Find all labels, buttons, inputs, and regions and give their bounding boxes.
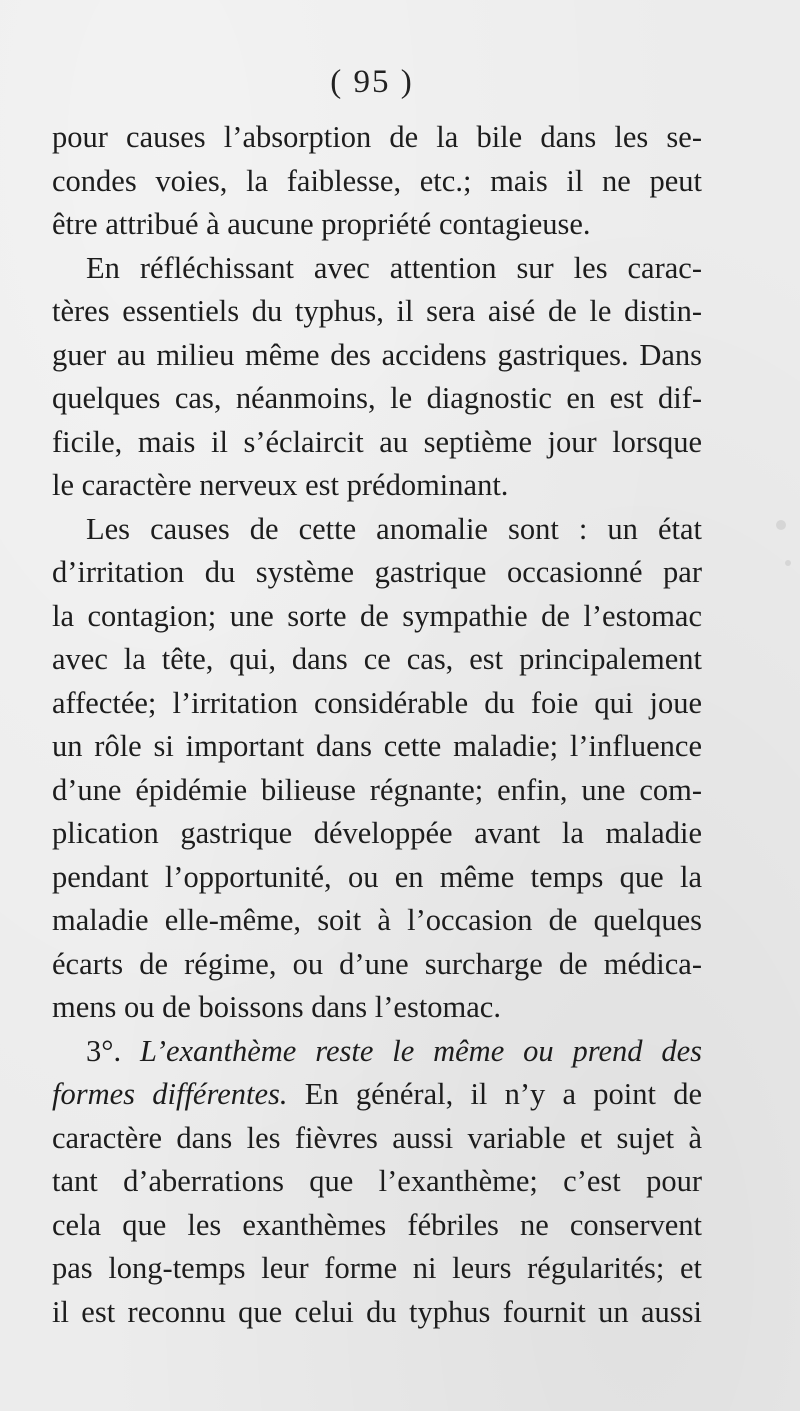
section-heading-line [52, 1030, 702, 1074]
text-line-3: être attribué à aucune propriété contagieuse. [52, 207, 591, 241]
text-line-6: guer au milieu même des accidens gastriques. Dans [52, 337, 702, 372]
text-line-4: En réfléchissant avec attention sur les carac- [86, 250, 702, 285]
page-number: ( 95 ) [330, 64, 414, 100]
section-line-3: cela que les exanthèmes fébriles ne conservent [52, 1207, 702, 1242]
section-text-start: En général, il n’y a point de [304, 1077, 702, 1111]
text-line-13: avec la tête, qui, dans ce cas, est principalement [52, 642, 702, 676]
body-text [52, 116, 702, 1334]
text-line-20: écarts de régime, ou d’une surcharge de médica- [52, 946, 702, 981]
text-line-14: affectée; l’irritation considérable du foie qui joue [52, 685, 702, 720]
text-line-11: d’irritation du système gastrique occasionné par [52, 555, 702, 589]
text-line-1: pour causes l’absorption de la bile dans les se- [52, 120, 702, 154]
paper-speck [776, 520, 786, 530]
section-title-part-1: L’exanthème reste le même ou prend des [139, 1033, 702, 1068]
section-line-5: il est reconnu que celui du typhus fournit un aussi [52, 1294, 702, 1329]
section-line-2: tant d’aberrations que l’exanthème; c’est pour [52, 1164, 702, 1198]
text-line-12: la contagion; une sorte de sympathie de l’estomac [52, 598, 702, 633]
text-line-7: quelques cas, néanmoins, le diagnostic en est dif- [52, 381, 702, 415]
text-line-9: le caractère nerveux est prédominant. [52, 468, 509, 502]
text-line-5: tères essentiels du typhus, il sera aisé de le distin- [52, 294, 702, 328]
text-line-2: condes voies, la faiblesse, etc.; mais il ne peut [52, 163, 702, 198]
section-title-part-2: formes différentes. [52, 1077, 288, 1111]
text-line-8: ficile, mais il s’éclaircit au septième jour lorsque [52, 424, 702, 459]
text-line-10: Les causes de cette anomalie sont : un état [86, 511, 702, 546]
paper-speck [785, 560, 791, 566]
section-title-line-2 [52, 1073, 702, 1117]
text-line-19: maladie elle-même, soit à l’occasion de quelques [52, 903, 702, 937]
section-number: 3°. [86, 1033, 122, 1068]
section-line-1: caractère dans les fièvres aussi variable et sujet à [52, 1120, 702, 1155]
text-line-17: plication gastrique développée avant la maladie [52, 816, 702, 850]
text-line-16: d’une épidémie bilieuse régnante; enfin, une com- [52, 772, 702, 807]
text-line-18: pendant l’opportunité, ou en même temps que la [52, 859, 702, 894]
text-line-15: un rôle si important dans cette maladie; l’influence [52, 729, 702, 763]
section-line-4: pas long-temps leur forme ni leurs régularités; et [52, 1251, 702, 1285]
text-line-21: mens ou de boissons dans l’estomac. [52, 990, 501, 1024]
